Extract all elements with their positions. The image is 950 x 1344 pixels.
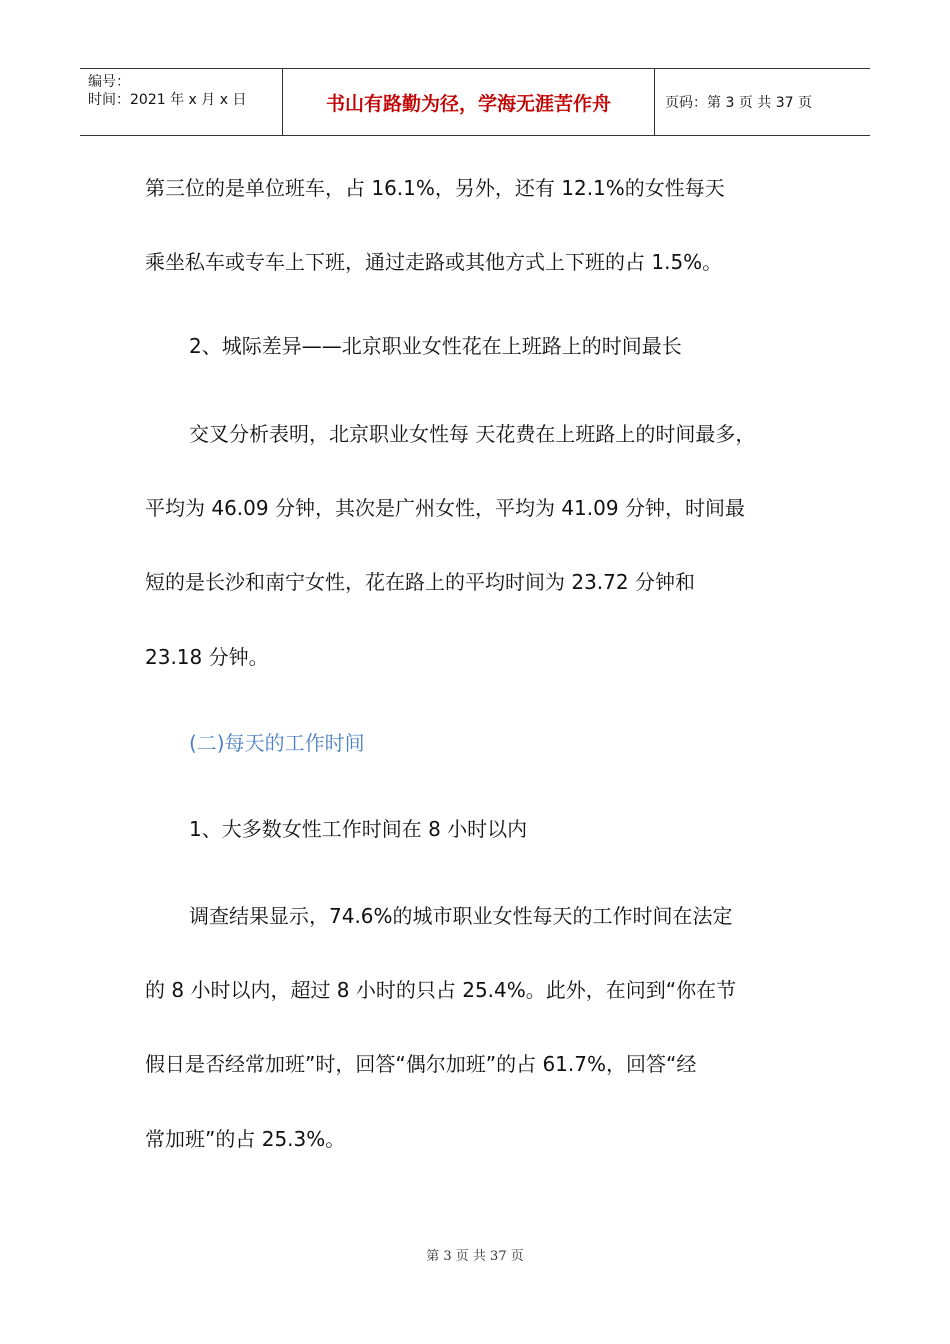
section-heading: (二)每天的工作时间 [189, 731, 365, 755]
subheading-2: 2、城际差异——北京职业女性花在上班路上的时间最长 [189, 334, 682, 358]
header-motto: 书山有路勤为径，学海无涯苦作舟 [282, 69, 655, 135]
header-page-info: 页码：第 3 页 共 37 页 [665, 95, 812, 111]
paragraph-line: 23.18 分钟。 [145, 645, 269, 669]
subheading-1: 1、大多数女性工作时间在 8 小时以内 [189, 817, 528, 841]
page-header [80, 68, 870, 136]
paragraph-line: 平均为 46.09 分钟，其次是广州女性，平均为 41.09 分钟，时间最 [145, 496, 745, 520]
paragraph-line: 交叉分析表明，北京职业女性每 天花费在上班路上的时间最多， [189, 422, 756, 446]
number-label: 编号： [88, 74, 130, 90]
paragraph-line: 乘坐私车或专车上下班，通过走路或其他方式上下班的占 1.5%。 [145, 250, 723, 274]
paragraph-line: 假日是否经常加班”时，回答“偶尔加班”的占 61.7%，回答“经 [145, 1052, 697, 1076]
paragraph-line: 的 8 小时以内，超过 8 小时的只占 25.4%。此外，在问到“你在节 [145, 978, 737, 1002]
paragraph-line: 第三位的是单位班车，占 16.1%，另外，还有 12.1%的女性每天 [145, 176, 725, 200]
page-footer: 第 3 页 共 37 页 [426, 1249, 524, 1264]
paragraph-line: 短的是长沙和南宁女性，花在路上的平均时间为 23.72 分钟和 [145, 570, 695, 594]
time-label: 时间：2021 年 x 月 x 日 [88, 92, 247, 108]
paragraph-line: 常加班”的占 25.3%。 [145, 1127, 346, 1151]
header-meta [80, 69, 282, 135]
paragraph-line: 调查结果显示，74.6%的城市职业女性每天的工作时间在法定 [189, 904, 733, 928]
